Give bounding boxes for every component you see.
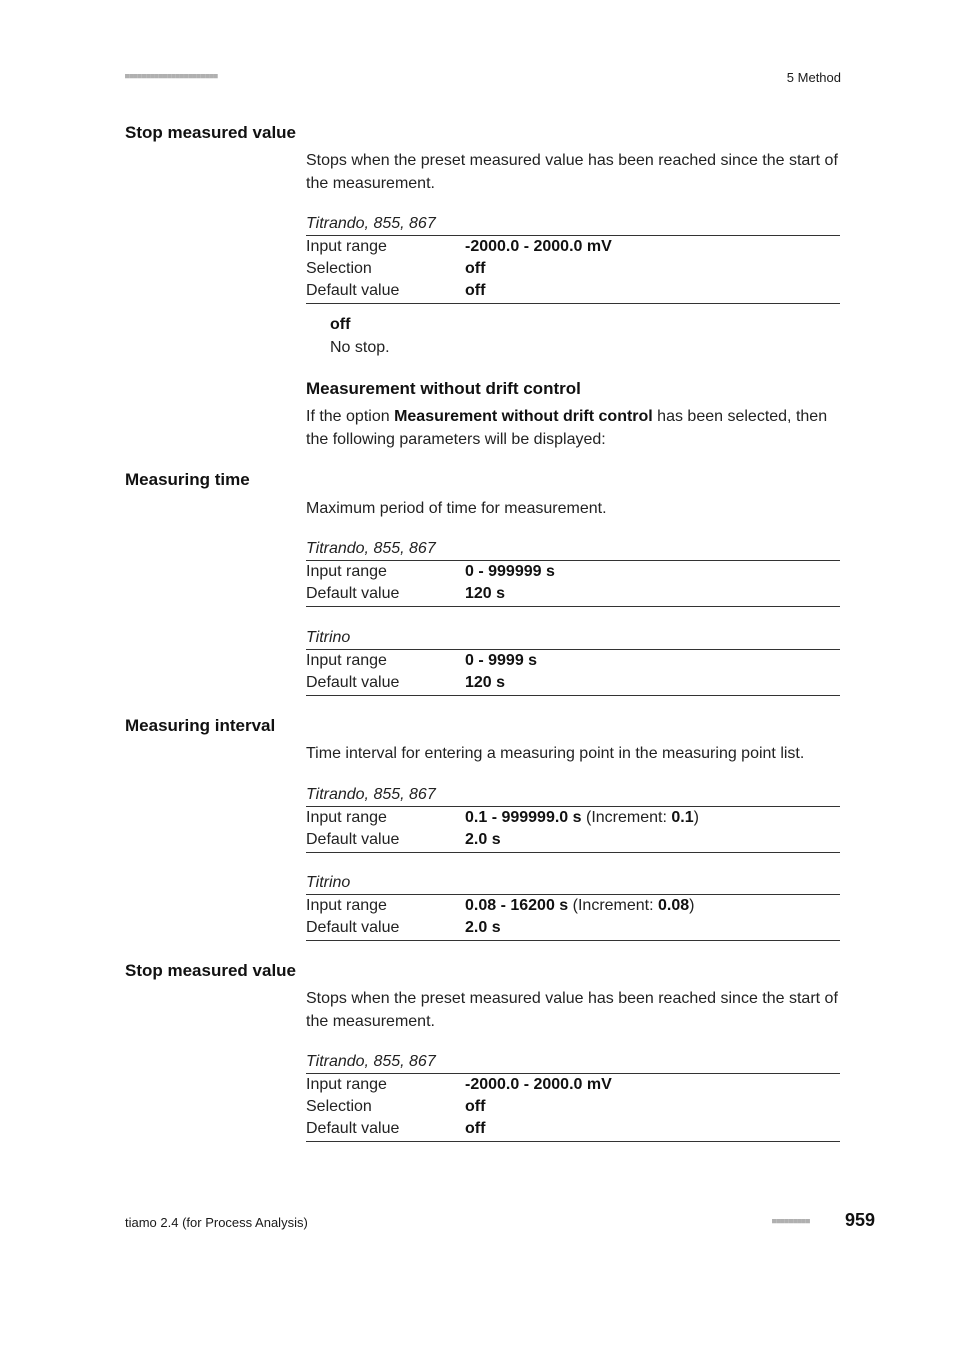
- table-row: [306, 672, 840, 694]
- table-caption: Titrando, 855, 867: [306, 784, 840, 807]
- parameter-table: [306, 213, 840, 304]
- section-description: Maximum period of time for measurement.: [306, 500, 607, 517]
- row-label: Selection: [306, 260, 372, 277]
- row-label: Default value: [306, 919, 400, 936]
- table-row: [306, 561, 840, 583]
- option-description: No stop.: [330, 339, 390, 356]
- parameter-table: [306, 1051, 840, 1142]
- table-row: [306, 236, 840, 258]
- increment-suffix: ): [689, 897, 695, 914]
- section-title-stop-measured-value: Stop measured value: [125, 123, 297, 142]
- subsection-description: [306, 405, 846, 451]
- row-label: Default value: [306, 831, 400, 848]
- section-description: Stops when the preset measured value has been reached since the start of the measurement.: [306, 990, 838, 1030]
- header-decoration: ■■■■■■■■■■■■■■■■■■■■■■: [125, 72, 218, 80]
- table-caption: Titrando, 855, 867: [306, 213, 840, 236]
- section-description: Time interval for entering a measuring point in the measuring point list.: [306, 745, 805, 762]
- row-value: off: [465, 282, 486, 299]
- table-row: [306, 1074, 840, 1096]
- row-value: off: [465, 260, 486, 277]
- chapter-title: 5 Method: [786, 70, 841, 85]
- page-number: 959: [845, 1210, 876, 1230]
- footer-decoration: ■■■■■■■■■: [772, 1217, 810, 1225]
- row-value: 0 - 999999 s: [465, 563, 555, 580]
- table-caption: Titrando, 855, 867: [306, 1051, 840, 1074]
- row-value: 0 - 9999 s: [465, 652, 538, 669]
- increment-prefix: (Increment:: [568, 897, 659, 914]
- parameter-table: [306, 538, 840, 607]
- row-label: Input range: [306, 652, 387, 669]
- subsection-title: Measurement without drift control: [306, 379, 581, 398]
- value-range: 0.1 - 999999.0 s: [465, 809, 582, 826]
- table-row: [306, 280, 840, 302]
- row-label: Input range: [306, 809, 387, 826]
- table-row: [306, 917, 840, 939]
- increment-note: [582, 809, 699, 826]
- row-value: 2.0 s: [465, 919, 501, 936]
- text-emphasis: Measurement without drift control: [394, 408, 653, 425]
- section-title-measuring-interval: Measuring interval: [125, 716, 276, 735]
- row-label: Input range: [306, 897, 387, 914]
- row-value: 2.0 s: [465, 831, 501, 848]
- section-title-stop-measured-value: Stop measured value: [125, 961, 297, 980]
- section-title-measuring-time: Measuring time: [125, 470, 250, 489]
- parameter-table: [306, 627, 840, 696]
- increment-suffix: ): [693, 809, 699, 826]
- row-label: Input range: [306, 563, 387, 580]
- option-definition: [330, 313, 390, 359]
- row-label: Default value: [306, 282, 400, 299]
- row-label: Input range: [306, 1076, 387, 1093]
- value-range: 0.08 - 16200 s: [465, 897, 569, 914]
- increment-note: [568, 897, 694, 914]
- table-caption: Titrino: [306, 872, 840, 895]
- text-segment: has been selected, then the following parameters will be displayed:: [306, 408, 828, 448]
- table-caption: Titrando, 855, 867: [306, 538, 840, 561]
- table-row: [306, 895, 840, 917]
- increment-prefix: (Increment:: [581, 809, 672, 826]
- table-row: [306, 829, 840, 851]
- parameter-table: [306, 872, 840, 941]
- table-row: [306, 807, 840, 829]
- row-value: off: [465, 1120, 486, 1137]
- row-value: 120 s: [465, 585, 506, 602]
- row-label: Default value: [306, 585, 400, 602]
- row-value: [465, 807, 699, 829]
- option-key: off: [330, 316, 351, 333]
- row-value: -2000.0 - 2000.0 mV: [465, 1076, 612, 1093]
- row-value: [465, 895, 694, 917]
- parameter-table: [306, 784, 840, 853]
- row-value: -2000.0 - 2000.0 mV: [465, 238, 612, 255]
- table-row: [306, 583, 840, 605]
- row-label: Default value: [306, 674, 400, 691]
- text-segment: If the option: [306, 408, 395, 425]
- row-label: Default value: [306, 1120, 400, 1137]
- row-value: off: [465, 1098, 486, 1115]
- row-label: Selection: [306, 1098, 372, 1115]
- row-label: Input range: [306, 238, 387, 255]
- increment-value: 0.08: [658, 897, 690, 914]
- table-row: [306, 258, 840, 280]
- footer-product-name: tiamo 2.4 (for Process Analysis): [125, 1215, 308, 1230]
- section-description: Stops when the preset measured value has been reached since the start of the measurement.: [306, 152, 838, 192]
- table-row: [306, 650, 840, 672]
- table-row: [306, 1096, 840, 1118]
- row-value: 120 s: [465, 674, 506, 691]
- table-caption: Titrino: [306, 627, 840, 650]
- table-row: [306, 1118, 840, 1140]
- increment-value: 0.1: [671, 809, 694, 826]
